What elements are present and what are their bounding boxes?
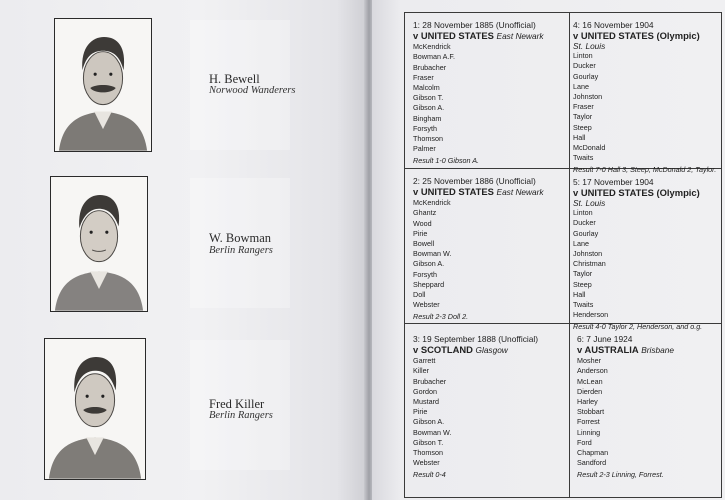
portrait-sketch-icon bbox=[55, 19, 151, 151]
lineup-player: Ghantz bbox=[413, 208, 437, 218]
match-cell-5 bbox=[573, 177, 725, 333]
lineup-player: Henderson bbox=[573, 310, 609, 320]
lineup-player: Mosher bbox=[577, 356, 601, 366]
match-venue: St. Louis bbox=[573, 41, 606, 52]
lineup-player: Lane bbox=[573, 81, 589, 91]
lineup-player: Fraser bbox=[573, 102, 594, 112]
lineup-player: Ducker bbox=[573, 61, 596, 71]
lineup-player: Hall bbox=[573, 289, 586, 299]
match-header: 4: 16 November 1904 bbox=[573, 20, 654, 30]
lineup-player: McKendrick bbox=[413, 42, 451, 52]
opponent-name: v UNITED STATES (Olympic) bbox=[573, 30, 700, 42]
match-header: 6: 7 June 1924 bbox=[577, 334, 633, 344]
opponent-name: v UNITED STATES (Olympic) bbox=[573, 187, 700, 199]
lineup-player: Thomson bbox=[413, 134, 443, 144]
lineup-list bbox=[413, 42, 565, 154]
lineup-player: Forrest bbox=[577, 417, 600, 427]
match-header: 2: 25 November 1886 (Unofficial) bbox=[413, 176, 536, 186]
lineup-player: Bowman A.F. bbox=[413, 52, 455, 62]
match-result: Result 2-3 Linning, Forrest. bbox=[577, 470, 664, 480]
lineup-player: Brubacher bbox=[413, 62, 447, 72]
lineup-player: Malcolm bbox=[413, 83, 440, 93]
match-cell-3 bbox=[413, 334, 565, 481]
lineup-player: Johnston bbox=[573, 92, 603, 102]
match-result: Result 1-0 Gibson A. bbox=[413, 156, 480, 166]
lineup-player: Gibson T. bbox=[413, 437, 444, 447]
lineup-list bbox=[413, 198, 565, 310]
lineup-player: McKendrick bbox=[413, 198, 451, 208]
portrait-sketch-icon bbox=[51, 177, 147, 311]
lineup-player: Gourlay bbox=[573, 71, 599, 81]
lineup-player: Pirie bbox=[413, 228, 428, 238]
lineup-player: Thomson bbox=[413, 448, 443, 458]
lineup-player: Harley bbox=[577, 397, 598, 407]
lineup-player: Chapman bbox=[577, 448, 609, 458]
match-venue: Brisbane bbox=[641, 345, 674, 356]
lineup-player: Pirie bbox=[413, 407, 428, 417]
lineup-player: Sheppard bbox=[413, 279, 445, 289]
lineup-player: Steep bbox=[573, 279, 592, 289]
lineup-player: Johnston bbox=[573, 249, 603, 259]
lineup-player: Webster bbox=[413, 300, 440, 310]
player-club: Berlin Rangers bbox=[209, 410, 273, 421]
match-cell-2 bbox=[413, 176, 565, 323]
lineup-player: Lane bbox=[573, 238, 589, 248]
match-venue: East Newark bbox=[496, 31, 544, 42]
match-opponent bbox=[577, 344, 725, 356]
player-club: Norwood Wanderers bbox=[209, 85, 296, 96]
lineup-list bbox=[577, 356, 725, 468]
opponent-name: v AUSTRALIA bbox=[577, 344, 639, 356]
lineup-player: Stobbart bbox=[577, 407, 605, 417]
lineup-player: Linton bbox=[573, 208, 593, 218]
lineup-player: Hall bbox=[573, 132, 586, 142]
lineup-player: Ford bbox=[577, 437, 592, 447]
match-opponent bbox=[413, 344, 565, 356]
lineup-player: Gibson T. bbox=[413, 93, 444, 103]
table-divider bbox=[569, 13, 570, 497]
player-name: Fred Killer bbox=[209, 397, 265, 411]
lineup-player: Christman bbox=[573, 259, 606, 269]
match-result: Result 2-3 Doll 2. bbox=[413, 312, 469, 322]
match-cell-4 bbox=[573, 20, 725, 176]
lineup-player: Garrett bbox=[413, 356, 436, 366]
lineup-player: Anderson bbox=[577, 366, 608, 376]
lineup-player: Mustard bbox=[413, 397, 439, 407]
match-venue: Glasgow bbox=[475, 345, 508, 356]
lineup-player: Forsyth bbox=[413, 123, 437, 133]
lineup-player: Bowman W. bbox=[413, 249, 452, 259]
portrait-sketch-icon bbox=[45, 339, 145, 479]
match-header: 1: 28 November 1885 (Unofficial) bbox=[413, 20, 536, 30]
lineup-player: Forsyth bbox=[413, 269, 437, 279]
lineup-player: Steep bbox=[573, 122, 592, 132]
lineup-player: Gordon bbox=[413, 386, 437, 396]
match-cell-1 bbox=[413, 20, 565, 167]
portrait-bowman bbox=[50, 176, 148, 312]
lineup-player: Palmer bbox=[413, 144, 436, 154]
match-header: 3: 19 September 1888 (Unofficial) bbox=[413, 334, 539, 344]
lineup-player: Twaits bbox=[573, 153, 594, 163]
lineup-list bbox=[573, 51, 725, 163]
lineup-player: McDonald bbox=[573, 143, 606, 153]
lineup-player: Fraser bbox=[413, 72, 434, 82]
lineup-player: Gibson A. bbox=[413, 417, 445, 427]
match-opponent bbox=[573, 187, 725, 198]
lineup-player: Gibson A. bbox=[413, 103, 445, 113]
lineup-player: Wood bbox=[413, 218, 432, 228]
lineup-player: Bowman W. bbox=[413, 427, 452, 437]
match-result: Result 7-0 Hall 3, Steep, McDonald 2, Taylor. bbox=[573, 165, 717, 175]
match-venue: St. Louis bbox=[573, 198, 606, 209]
opponent-name: v UNITED STATES bbox=[413, 30, 494, 42]
lineup-player: Ducker bbox=[573, 218, 596, 228]
match-header: 5: 17 November 1904 bbox=[573, 177, 654, 187]
match-result: Result 4-0 Taylor 2, Henderson, and o.g. bbox=[573, 322, 703, 332]
opponent-name: v SCOTLAND bbox=[413, 344, 473, 356]
player-name: W. Bowman bbox=[209, 231, 272, 245]
lineup-player: Taylor bbox=[573, 269, 593, 279]
match-opponent bbox=[573, 30, 725, 41]
opponent-name: v UNITED STATES bbox=[413, 186, 494, 198]
lineup-list bbox=[413, 356, 565, 468]
lineup-player: Linton bbox=[573, 51, 593, 61]
match-cell-6 bbox=[577, 334, 725, 481]
lineup-player: Bingham bbox=[413, 113, 442, 123]
match-opponent bbox=[413, 186, 565, 198]
match-opponent bbox=[413, 30, 565, 42]
lineup-player: McLean bbox=[577, 376, 603, 386]
lineup-player: Webster bbox=[413, 458, 440, 468]
lineup-player: Gibson A. bbox=[413, 259, 445, 269]
player-name: H. Bewell bbox=[209, 72, 260, 86]
player-club: Berlin Rangers bbox=[209, 245, 273, 256]
lineup-player: Taylor bbox=[573, 112, 593, 122]
lineup-player: Bowell bbox=[413, 239, 435, 249]
lineup-player: Brubacher bbox=[413, 376, 447, 386]
lineup-player: Twaits bbox=[573, 300, 594, 310]
lineup-player: Linning bbox=[577, 427, 601, 437]
match-result: Result 0-4 bbox=[413, 470, 446, 480]
match-venue: East Newark bbox=[496, 187, 544, 198]
lineup-player: Doll bbox=[413, 290, 426, 300]
portrait-killer bbox=[44, 338, 146, 480]
lineup-list bbox=[573, 208, 725, 320]
lineup-player: Gourlay bbox=[573, 228, 599, 238]
lineup-player: Sandford bbox=[577, 458, 607, 468]
lineup-player: Killer bbox=[413, 366, 429, 376]
portrait-bewell bbox=[54, 18, 152, 152]
lineup-player: Dierden bbox=[577, 386, 603, 396]
